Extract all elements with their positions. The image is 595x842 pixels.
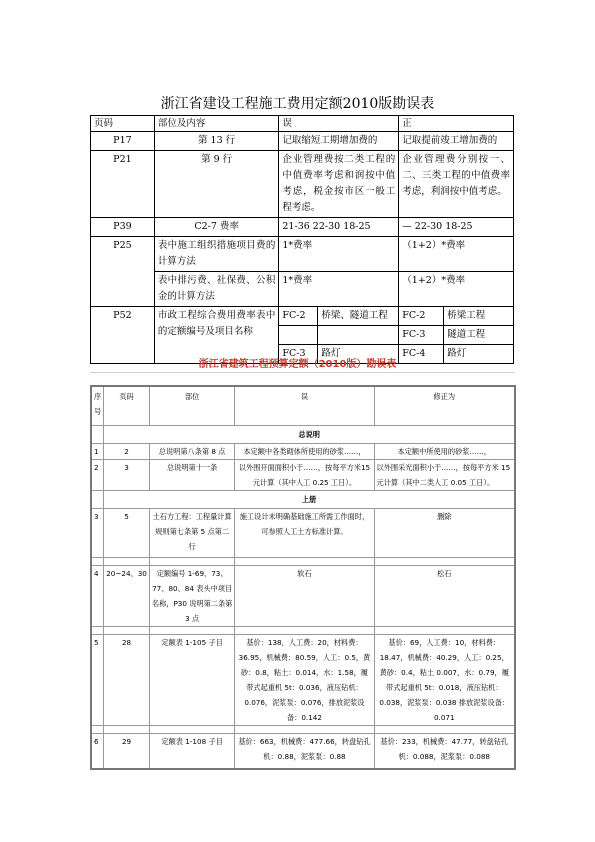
seq-cell: 2 (91, 460, 104, 491)
right-cell: — 22-30 18-25 (399, 218, 514, 237)
wrong-cell: 施工设计未明确基础施工所需工作面时，可参照人工土方标准计算。 (235, 509, 374, 558)
page-cell: 2 (104, 444, 150, 460)
header-wrong: 误 (235, 386, 374, 426)
header-location: 部位及内容 (154, 116, 279, 132)
right-cell: 企业管理费分别按一、二、三类工程的中值费率考虑，利润按中值考虑。 (399, 151, 514, 218)
header-location: 部位 (149, 386, 235, 426)
table-row (91, 460, 515, 491)
errata-table-2 (90, 385, 516, 770)
name-cell: 桥梁、隧道工程 (321, 310, 388, 321)
page-cell: P52 (91, 307, 155, 364)
header-wrong: 误 (279, 116, 399, 132)
location-cell: 第 13 行 (154, 132, 279, 151)
name-cell: 隧道工程 (447, 329, 486, 340)
location-cell: 总说明第十一条 (149, 460, 235, 491)
page-cell: P25 (91, 237, 155, 307)
location-cell: 总说明第八条第 8 点 (149, 444, 235, 460)
location-cell: 第 9 行 (154, 151, 279, 218)
wrong-cell: 本定额中各类砌体所使用的砂浆……， (235, 444, 374, 460)
location-cell: 表中排污费、社保费、公积金的计算方法 (154, 272, 279, 307)
section-row (91, 491, 515, 509)
right-cell: （1+2）*费率 (399, 272, 514, 307)
page-cell: 29 (104, 734, 150, 770)
errata-title-2: 浙江省建筑工程预算定额（2010版）勘误表 (198, 359, 397, 370)
section-heading: 上册 (104, 491, 515, 509)
table-row (91, 307, 514, 326)
code-cell: FC-3 (279, 345, 318, 363)
table-header-row (91, 386, 515, 426)
table-row (91, 272, 514, 307)
wrong-cell: 21-36 22-30 18-25 (279, 218, 399, 237)
right-cell: 删除 (374, 509, 515, 558)
table-header-row (91, 116, 514, 132)
seq-cell: 6 (91, 734, 104, 770)
name-cell: 桥梁工程 (447, 310, 486, 321)
wrong-cell: 1*费率 (279, 272, 399, 307)
page-cell: 3 (104, 460, 150, 491)
right-cell (399, 326, 514, 345)
wrong-cell: 基价：663，机械费：477.66，转盘钻孔机：0.88，泥浆泵：0.88 (235, 734, 374, 770)
wrong-cell (279, 326, 399, 345)
header-page: 页码 (91, 116, 155, 132)
section-row (91, 426, 515, 444)
page-cell: P39 (91, 218, 155, 237)
wrong-cell (279, 307, 399, 326)
table-row (91, 509, 515, 558)
table-row (91, 734, 515, 770)
header-right: 修正为 (374, 386, 515, 426)
right-cell: （1+2）*费率 (399, 237, 514, 272)
location-cell: 定额表 1-105 子目 (149, 635, 235, 726)
header-page: 页码 (104, 386, 150, 426)
code-cell: FC-3 (399, 326, 444, 344)
name-cell: 路灯 (447, 348, 467, 359)
wrong-cell: 1*费率 (279, 237, 399, 272)
location-cell: 市政工程综合费用费率表中的定额编号及项目名称 (154, 307, 279, 364)
page-cell: 28 (104, 635, 150, 726)
right-cell: 记取提前竣工增加费的 (399, 132, 514, 151)
location-cell: 土石方工程：工程量计算规则第七条第 5 点第二行 (149, 509, 235, 558)
location-cell: 定额编号 1-69、73、77、80、84 表头中项目名称，P30 说明第二条第 3 点 (149, 566, 235, 627)
section-heading: 总说明 (104, 426, 515, 444)
table-row (91, 635, 515, 726)
page-cell: P17 (91, 132, 155, 151)
divider (90, 372, 515, 373)
wrong-cell: 基价：138，人工费：20，材料费：36.95，机械费：80.59，人工：0.5，黄砂：0.8，粘土：0.014，水：1.58，履带式起重机 5t：0.036，液压钻机：0.076，泥浆泵：0.076，排放泥浆设备：0.142 (235, 635, 374, 726)
seq-cell: 1 (91, 444, 104, 460)
name-cell: 路灯 (321, 348, 341, 359)
page-cell: 20~24、30 (104, 566, 150, 627)
seq-cell: 5 (91, 635, 104, 726)
table-row (91, 218, 514, 237)
table-row (91, 237, 514, 272)
code-cell: FC-4 (399, 345, 444, 363)
table-row (91, 151, 514, 218)
seq-cell: 3 (91, 509, 104, 558)
wrong-cell: 软石 (235, 566, 374, 627)
page-cell: P21 (91, 151, 155, 218)
table-row (91, 444, 515, 460)
errata-title-1: 浙江省建设工程施工费用定额2010版勘误表 (160, 96, 435, 112)
code-cell: FC-2 (399, 307, 444, 325)
wrong-cell: 以外围开面面积小于……，按每平方米15 元计算（其中人工 0.25 工日）。 (235, 460, 374, 491)
header-seq: 序号 (91, 386, 104, 426)
code-cell: FC-2 (279, 307, 318, 325)
right-cell (399, 307, 514, 326)
location-cell: C2-7 费率 (154, 218, 279, 237)
page-cell: 5 (104, 509, 150, 558)
right-cell: 基价：69，人工费：10，材料费：18.47，机械费：40.29，人工：0.25，黄砂：0.4，粘土 0.007，水：0.79，履带式起重机 5t：0.018，液压钻机：0.038，泥浆泵：0.038 排放泥浆设备：0.071 (374, 635, 515, 726)
location-cell: 定额表 1-108 子目 (149, 734, 235, 770)
right-cell: 本定额中所使用的砂浆……， (374, 444, 515, 460)
errata-table-1 (90, 115, 514, 364)
table-row (91, 566, 515, 627)
right-cell: 基价：233，机械费：47.77，转盘钻孔机：0.088，泥浆泵：0.088 (374, 734, 515, 770)
right-cell: 以外围采光面积小于……，按每平方米 15 元计算（其中二类人工 0.05 工日）。 (374, 460, 515, 491)
location-cell: 表中施工组织措施项目费的计算方法 (154, 237, 279, 272)
table-row (91, 132, 514, 151)
right-cell: 松石 (374, 566, 515, 627)
wrong-cell: 记取缩短工期增加费的 (279, 132, 399, 151)
wrong-cell: 企业管理费按二类工程的中值费率考虑和润按中值考虑，税金按市区一般工程考虑。 (279, 151, 399, 218)
seq-cell: 4 (91, 566, 104, 627)
header-right: 正 (399, 116, 514, 132)
